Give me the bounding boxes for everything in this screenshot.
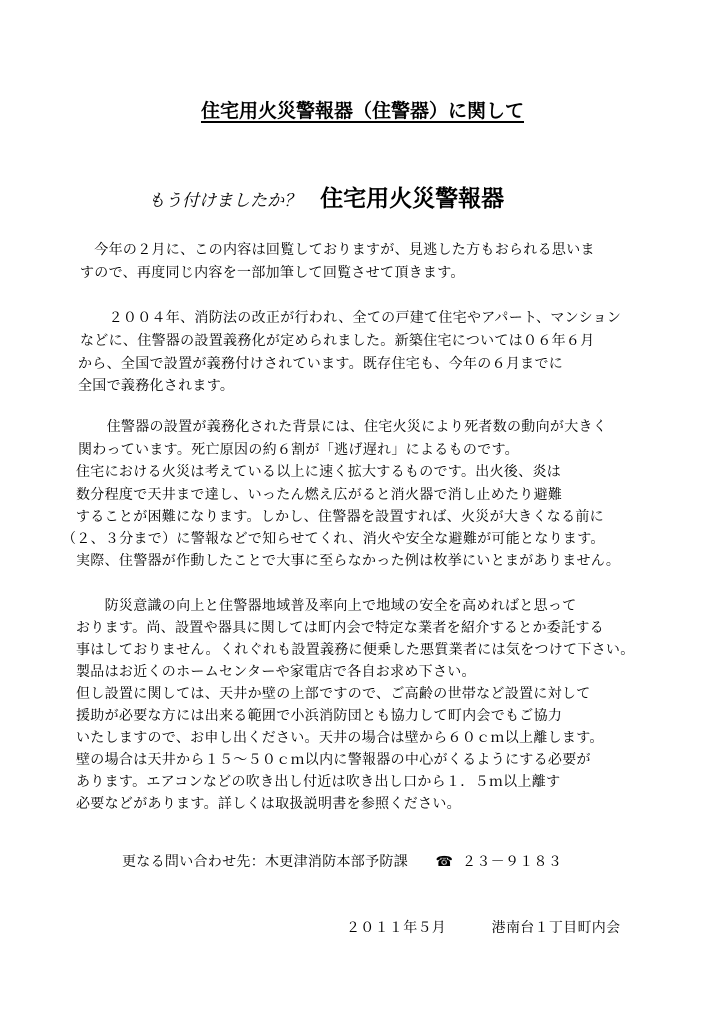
paragraph-line: 数分程度で天井まで達し、いったん燃え広がると消火器で消し止めたり避難 [76, 487, 563, 503]
paragraph-line: ２００４年、消防法の改正が行われ、全ての戸建て住宅やアパート、マンション [80, 310, 622, 326]
paragraph-line: すので、再度同じ内容を一部加筆して回覧させて頂きます。 [80, 265, 465, 281]
paragraph-line: から、全国で設置が義務付けされています。既存住宅も、今年の６月までに [78, 356, 564, 372]
paragraph-line: 住宅における火災は考えている以上に速く拡大するものです。出火後、炎は [76, 464, 562, 480]
subtitle-lead: もう付けましたか？ [148, 191, 301, 211]
paragraph-line: 援助が必要な方には出来る範囲で小浜消防団とも協力して町内会でもご協力 [76, 708, 563, 724]
document-title-text: 住宅用火災警報器（住警器）に関して [200, 100, 524, 122]
paragraph-line: おります。尚、設置や器具に関しては町内会で特定な業者を紹介するとか委託する [76, 620, 604, 636]
paragraph-line: 全国で義務化されます。 [78, 378, 235, 394]
footer-date: ２０１１年５月 [346, 920, 447, 936]
paragraph-line: あります。エアコンなどの吹き出し付近は吹き出し口から１．５ｍ以上離す [76, 774, 561, 790]
footer-organization: 港南台１丁目町内会 [491, 920, 621, 936]
contact-info [122, 852, 562, 872]
footer [346, 918, 620, 938]
paragraph-line: 製品はお近くのホームセンターや家電店で各自お求め下さい。 [76, 664, 476, 680]
paragraph-line: 必要などがあります。詳しくは取扱説明書を参照ください。 [76, 796, 461, 812]
paragraph-line: 防災意識の向上と住警器地域普及率向上で地域の安全を高めればと思って [76, 598, 577, 614]
paragraph-line: 事はしておりません。くれぐれも設置義務に便乗した悪質業者には気をつけて下さい。 [76, 642, 635, 658]
contact-label: 更なる問い合わせ先：木更津消防本部予防課 [122, 854, 408, 870]
subtitle [148, 180, 504, 213]
paragraph-line: 住警器の設置が義務化された背景には、住宅火災により死者数の動向が大きく [78, 419, 608, 435]
phone-icon: ☎ [435, 854, 454, 870]
paragraph-line: いたしますので、お申し出ください。天井の場合は壁から６０ｃｍ以上離します。 [76, 730, 604, 746]
subtitle-main: 住宅用火災警報器 [320, 186, 505, 212]
paragraph-line: することが困難になります。しかし、住警器を設置すれば、火災が大きくなる前に [76, 509, 604, 525]
paragraph-line: （２、３分まで）に警報などで知らせてくれ、消火や安全な避難が可能となります。 [62, 531, 605, 547]
paragraph-line: 実際、住警器が作動したことで大事に至らなかった例は枚挙にいとまがありません。 [76, 553, 621, 569]
paragraph-line: などに、住警器の設置義務化が定められました。新築住宅については０６年６月 [80, 333, 595, 349]
paragraph-line: 今年の２月に、この内容は回覧しておりますが、見逃した方もおられる思いま [80, 242, 595, 258]
contact-phone: ２３－９１８３ [462, 854, 563, 870]
paragraph-line: 壁の場合は天井から１５～５０ｃｍ以内に警報器の中心がくるようにする必要が [76, 752, 591, 768]
paragraph-line: 関わっています。死亡原因の約６割が「逃げ遅れ」によるものです。 [78, 442, 519, 458]
document-title [0, 96, 725, 123]
paragraph-line: 但し設置に関しては、天井か壁の上部ですので、ご高齢の世帯など設置に対して [76, 686, 591, 702]
